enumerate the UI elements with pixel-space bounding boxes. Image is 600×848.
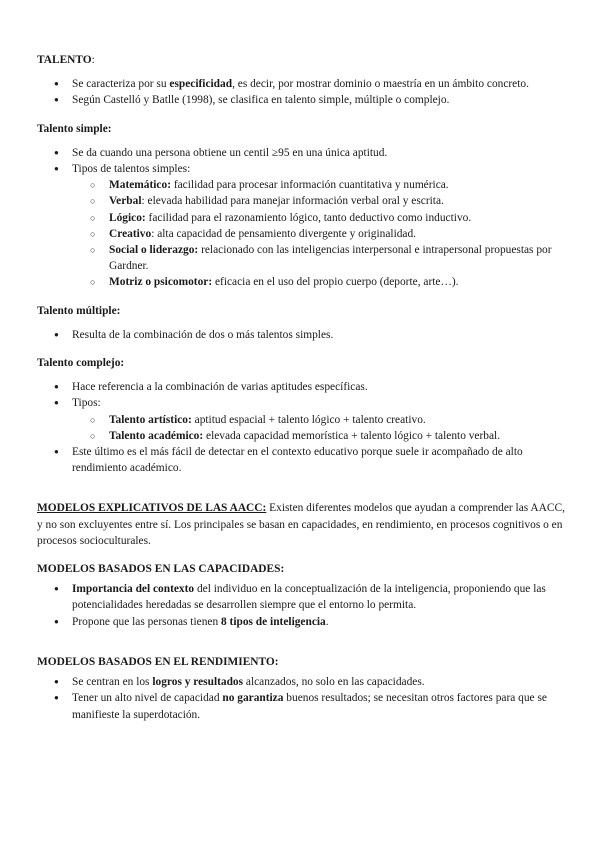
list-item: ● Importancia del contexto del individuo en la conceptualización de la inteligencia, proponiendo que las potencialidades heredadas se desarrollen siempre que el entorno lo permita.: [37, 581, 565, 613]
sub-list: [37, 177, 565, 290]
sub-list-item: ○ Matemático: facilidad para procesar información cuantitativa y numérica.: [37, 177, 565, 193]
section-modelos-rendimiento: [37, 654, 565, 723]
list-item: ● Este último es el más fácil de detectar en el contexto educativo porque suele ir acompañado de alto rendimiento académico.: [37, 444, 565, 476]
list-item: ● Propone que las personas tienen 8 tipos de inteligencia.: [37, 614, 565, 630]
section-heading: Talento simple:: [37, 122, 112, 135]
list-item: ● Según Castelló y Batlle (1998), se clasifica en talento simple, múltiple o complejo.: [37, 92, 565, 108]
section-heading: Talento múltiple:: [37, 304, 121, 317]
section-modelos-explicativos: [37, 500, 565, 549]
section-talento-multiple: [37, 303, 565, 343]
sub-list-item: ○ Lógico: facilidad para el razonamiento lógico, tanto deductivo como inductivo.: [37, 210, 565, 226]
list-item: ● Resulta de la combinación de dos o más talentos simples.: [37, 327, 565, 343]
list-item: ● Tipos: ○ Talento artístico: aptitud espacial + talento lógico + talento creativo. ○ Talento académico: elevada capacidad memorística + talento lógico + talento verbal.: [37, 395, 565, 444]
sub-list-item: ○ Talento académico: elevada capacidad memorística + talento lógico + talento verbal.: [37, 428, 565, 444]
bullet-list: [37, 581, 565, 630]
sub-list-item: ○ Verbal: elevada habilidad para manejar información verbal oral y escrita.: [37, 193, 565, 209]
paragraph: MODELOS EXPLICATIVOS DE LAS AACC: Existen diferentes modelos que ayudan a comprender las AACC, y no son excluyentes entre sí. Los principales se basan en capacidades, en rendimiento, en procesos cognitivos o en procesos socioculturales.: [37, 502, 565, 547]
bullet-list: [37, 379, 565, 476]
section-talento: [37, 52, 565, 109]
bullet-list: [37, 674, 565, 723]
heading-text: TALENTO: [37, 54, 92, 66]
section-heading: Talento complejo:: [37, 357, 125, 370]
sub-list-item: ○ Social o liderazgo: relacionado con las inteligencias interpersonal e intrapersonal propuestas por Gardner.: [37, 242, 565, 274]
sub-list-item: ○ Talento artístico: aptitud espacial + talento lógico + talento creativo.: [37, 412, 565, 428]
bullet-list: [37, 145, 565, 291]
list-item: ● Se da cuando una persona obtiene un centil ≥95 en una única aptitud.: [37, 145, 565, 161]
section-talento-complejo: [37, 355, 565, 476]
sub-list: [37, 412, 565, 444]
section-talento-simple: [37, 121, 565, 291]
list-item: ● Tipos de talentos simples: ○ Matemático: facilidad para procesar información cuantitativa y numérica. ○ Verbal: elevada habilidad para manejar información verbal oral y escrita. ○ Lógico: facilidad para el razonamiento lógico, tanto deductivo como inductivo. ○ Creativo: alta capacidad de pensamiento divergente y originalidad. ○ Social o liderazgo: relacionado con las inteligencias interpersonal e intrapersonal propuestas por Gardner. ○ Motriz o psicomotor: eficacia en el uso del propio cuerpo (deporte, arte…).: [37, 161, 565, 291]
bullet-list: [37, 76, 565, 108]
section-heading: MODELOS BASADOS EN LAS CAPACIDADES:: [37, 563, 285, 576]
list-item: ● Se centran en los logros y resultados alcanzados, no solo en las capacidades.: [37, 674, 565, 690]
section-heading: [37, 52, 565, 68]
list-item: ● Se caracteriza por su especificidad, es decir, por mostrar dominio o maestría en un ámbito concreto.: [37, 76, 565, 92]
sub-list-item: ○ Creativo: alta capacidad de pensamiento divergente y originalidad.: [37, 226, 565, 242]
heading-colon: :: [91, 54, 95, 66]
sub-list-item: ○ Motriz o psicomotor: eficacia en el uso del propio cuerpo (deporte, arte…).: [37, 274, 565, 290]
bullet-list: [37, 327, 565, 343]
list-item: ● Tener un alto nivel de capacidad no garantiza buenos resultados; se necesitan otros factores para que se manifieste la superdotación.: [37, 690, 565, 722]
document-page: [37, 52, 565, 735]
section-heading: MODELOS BASADOS EN EL RENDIMIENTO:: [37, 655, 279, 668]
section-modelos-capacidades: [37, 561, 565, 630]
list-item: ● Hace referencia a la combinación de varias aptitudes específicas.: [37, 379, 565, 395]
